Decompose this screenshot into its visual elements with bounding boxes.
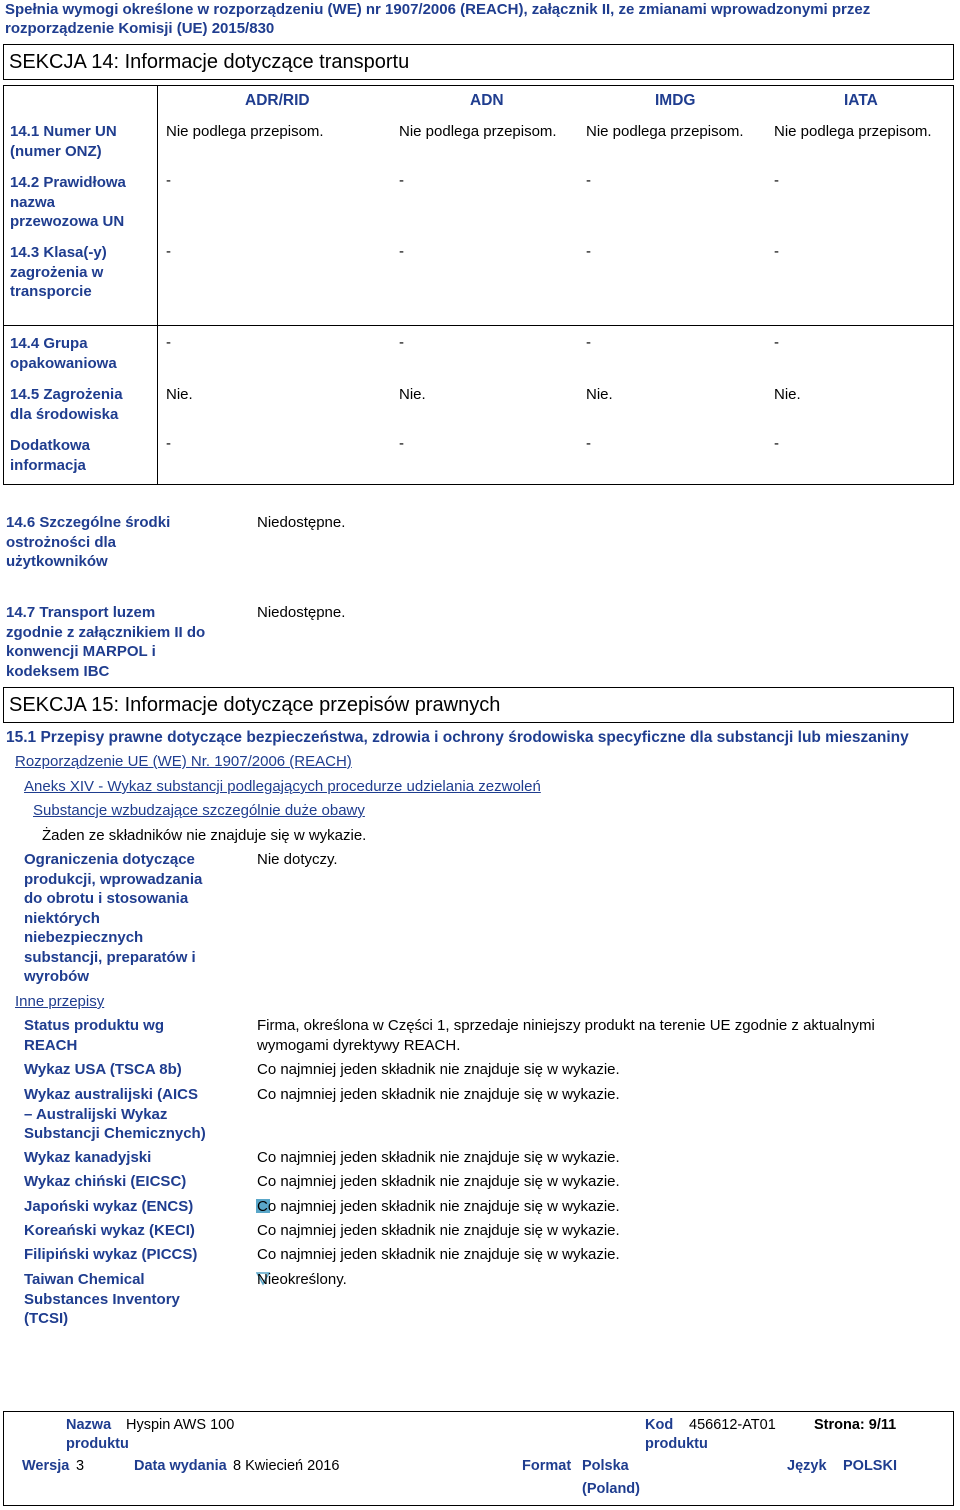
language-value: POLSKI (843, 1458, 897, 1474)
row-label-line: transporcie (10, 283, 92, 300)
label-line: – Australijski Wykaz (24, 1105, 168, 1123)
cell-value: - (166, 172, 171, 189)
label-line: użytkowników (6, 553, 108, 570)
inventory-value-piccs: Co najmniej jeden składnik nie znajduje się w wykazie. (257, 1246, 620, 1263)
row-label-shipping-name (10, 173, 126, 232)
cell-value: - (774, 435, 779, 452)
section-15-1-subtitle: 15.1 Przepisy prawne dotyczące bezpieczeństwa, zdrowia i ochrony środowiska specyficzne dla substancji lub mieszaniny (6, 729, 909, 746)
cell-value: - (399, 334, 404, 351)
column-adr-rid: ADR/RID (245, 92, 310, 109)
cell-value: - (166, 243, 171, 260)
row-label-un-number (10, 122, 117, 161)
inventory-label-tsca: Wykaz USA (TSCA 8b) (24, 1061, 182, 1078)
cell-value: Nie podlega przepisom. (586, 123, 744, 140)
label-line: niebezpiecznych (24, 929, 144, 946)
cell-value: - (166, 334, 171, 351)
label-line: Status produktu wg (24, 1017, 164, 1034)
label-line: produktu (66, 1436, 129, 1452)
table-divider (157, 85, 158, 485)
row-label-line: (numer ONZ) (10, 142, 102, 160)
special-precautions-value: Niedostępne. (257, 514, 346, 531)
cell-value: Nie podlega przepisom. (166, 123, 324, 140)
row-label-line: 14.5 Zagrożenia (10, 386, 123, 403)
language-label: Język (787, 1458, 827, 1474)
label-line: Ograniczenia dotyczące (24, 851, 195, 868)
value-line: wymogami dyrektywy REACH. (257, 1036, 461, 1054)
row-label-line: nazwa (10, 193, 56, 211)
svhc-text: Żaden ze składników nie znajduje się w wykazie. (42, 827, 367, 844)
format-line: (Poland) (582, 1481, 640, 1497)
issue-date: 8 Kwiecień 2016 (233, 1458, 340, 1474)
restrictions-label (24, 850, 202, 987)
format-value (582, 1457, 640, 1499)
cell-value: - (774, 172, 779, 189)
inventory-label-canada: Wykaz kanadyjski (24, 1149, 152, 1166)
header-line-1: Spełnia wymogi określone w rozporządzeniu (WE) nr 1907/2006 (REACH), załącznik II, ze zmianami wprowadzonymi przez (5, 1, 871, 18)
row-label-line: opakowaniowa (10, 354, 117, 372)
column-imdg: IMDG (655, 92, 696, 109)
inventory-value-tsca: Co najmniej jeden składnik nie znajduje się w wykazie. (257, 1061, 620, 1078)
cell-value: Nie. (166, 386, 193, 403)
table-row-divider (3, 325, 954, 326)
inventory-label-aics (24, 1085, 206, 1144)
row-label-line: przewozowa UN (10, 213, 125, 230)
inventory-value-aics: Co najmniej jeden składnik nie znajduje się w wykazie. (257, 1086, 620, 1103)
label-line: 14.7 Transport luzem (6, 604, 156, 621)
label-line: zgodnie z załącznikiem II do (6, 623, 206, 641)
inventory-value-tcsi: Nieokreślony. (257, 1271, 347, 1288)
section-14-title: SEKCJA 14: Informacje dotyczące transportu (9, 51, 410, 73)
inventory-value-canada: Co najmniej jeden składnik nie znajduje się w wykazie. (257, 1149, 620, 1166)
label-line: Wykaz australijski (AICS (24, 1086, 198, 1103)
format-line: Polska (582, 1458, 629, 1474)
section-15-box (3, 687, 954, 723)
inventory-label-encs: Japoński wykaz (ENCS) (24, 1198, 194, 1215)
cell-value: - (399, 435, 404, 452)
inventory-label-keci: Koreański wykaz (KECI) (24, 1222, 195, 1239)
svhc-link[interactable]: Substancje wzbudzające szczególnie duże obawy (33, 802, 365, 819)
section-14-box (3, 44, 954, 80)
row-label-line: dla środowiska (10, 405, 119, 423)
inventory-value-encs: Co najmniej jeden składnik nie znajduje się w wykazie. (257, 1198, 620, 1215)
reach-regulation-link[interactable]: Rozporządzenie UE (WE) Nr. 1907/2006 (REACH) (15, 753, 352, 770)
cell-value: - (586, 334, 591, 351)
label-line: kodeksem IBC (6, 662, 110, 680)
version-label: Wersja (22, 1458, 70, 1474)
inventory-value-eicsc: Co najmniej jeden składnik nie znajduje się w wykazie. (257, 1173, 620, 1190)
cell-value: - (586, 435, 591, 452)
label-line: Taiwan Chemical (24, 1271, 145, 1288)
row-label-line: zagrożenia w (10, 263, 104, 281)
bulk-transport-label (6, 603, 205, 681)
cell-value: - (586, 172, 591, 189)
format-label: Format (522, 1458, 572, 1474)
other-regulations-link[interactable]: Inne przepisy (15, 993, 105, 1010)
section-15-title: SEKCJA 15: Informacje dotyczące przepisów prawnych (9, 694, 501, 716)
inventory-label-reach-status (24, 1016, 164, 1055)
header-line-2: rozporządzenie Komisji (UE) 2015/830 (5, 20, 275, 37)
product-name-label (66, 1416, 129, 1454)
cell-value: - (774, 334, 779, 351)
label-line: substancji, preparatów i (24, 948, 196, 966)
label-line: produktu (645, 1436, 708, 1452)
product-code: 456612-AT01 (689, 1417, 776, 1433)
cell-value: - (774, 243, 779, 260)
label-line: konwencji MARPOL i (6, 643, 156, 660)
row-label-line: 14.1 Numer UN (10, 123, 117, 140)
special-precautions-label (6, 513, 170, 572)
label-line: ostrożności dla (6, 533, 117, 551)
row-label-additional-info (10, 436, 90, 475)
label-line: 14.6 Szczególne środki (6, 514, 171, 531)
inventory-label-piccs: Filipiński wykaz (PICCS) (24, 1246, 198, 1263)
inventory-value-reach-status (257, 1016, 875, 1055)
cell-value: - (586, 243, 591, 260)
row-label-line: 14.3 Klasa(-y) (10, 244, 107, 261)
label-line: wyrobów (24, 968, 90, 985)
inventory-label-eicsc: Wykaz chiński (EICSC) (24, 1173, 187, 1190)
label-line: produkcji, wprowadzania (24, 870, 203, 888)
row-label-packing-group (10, 334, 117, 373)
inventory-label-tcsi (24, 1270, 180, 1329)
cell-value: - (399, 243, 404, 260)
row-label-line: informacja (10, 456, 86, 474)
cell-value: Nie. (774, 386, 801, 403)
label-line: REACH (24, 1036, 78, 1054)
document-header (5, 0, 870, 38)
column-iata: IATA (844, 92, 878, 109)
cell-value: - (399, 172, 404, 189)
transport-table (3, 85, 954, 485)
label-line: Substances Inventory (24, 1290, 180, 1308)
row-label-environmental (10, 385, 123, 424)
cell-value: Nie. (399, 386, 426, 403)
row-label-line: Dodatkowa (10, 437, 91, 454)
cell-value: Nie podlega przepisom. (774, 123, 932, 140)
cell-value: Nie podlega przepisom. (399, 123, 557, 140)
cell-value: Nie. (586, 386, 613, 403)
label-line: do obrotu i stosowania (24, 890, 189, 907)
page-number: Strona: 9/11 (814, 1417, 897, 1433)
inventory-value-keci: Co najmniej jeden składnik nie znajduje się w wykazie. (257, 1222, 620, 1239)
value-line: Firma, określona w Części 1, sprzedaje niniejszy produkt na terenie UE zgodnie z aktualnymi (257, 1017, 875, 1034)
issue-date-label: Data wydania (134, 1458, 227, 1474)
cell-value: - (166, 435, 171, 452)
version: 3 (76, 1458, 85, 1474)
column-adn: ADN (470, 92, 504, 109)
restrictions-value: Nie dotyczy. (257, 851, 338, 868)
product-name: Hyspin AWS 100 (126, 1417, 235, 1433)
row-label-line: 14.2 Prawidłowa (10, 174, 126, 191)
row-label-hazard-class (10, 243, 107, 302)
row-label-line: 14.4 Grupa (10, 335, 88, 352)
label-line: (TCSI) (24, 1310, 69, 1327)
label-line: Substancji Chemicznych) (24, 1125, 206, 1142)
bulk-transport-value: Niedostępne. (257, 604, 346, 621)
label-line: niektórych (24, 909, 100, 927)
label-line: Nazwa (66, 1417, 112, 1433)
annex-xiv-link[interactable]: Aneks XIV - Wykaz substancji podlegających procedurze udzielania zezwoleń (24, 778, 541, 795)
label-line: Kod (645, 1417, 674, 1433)
